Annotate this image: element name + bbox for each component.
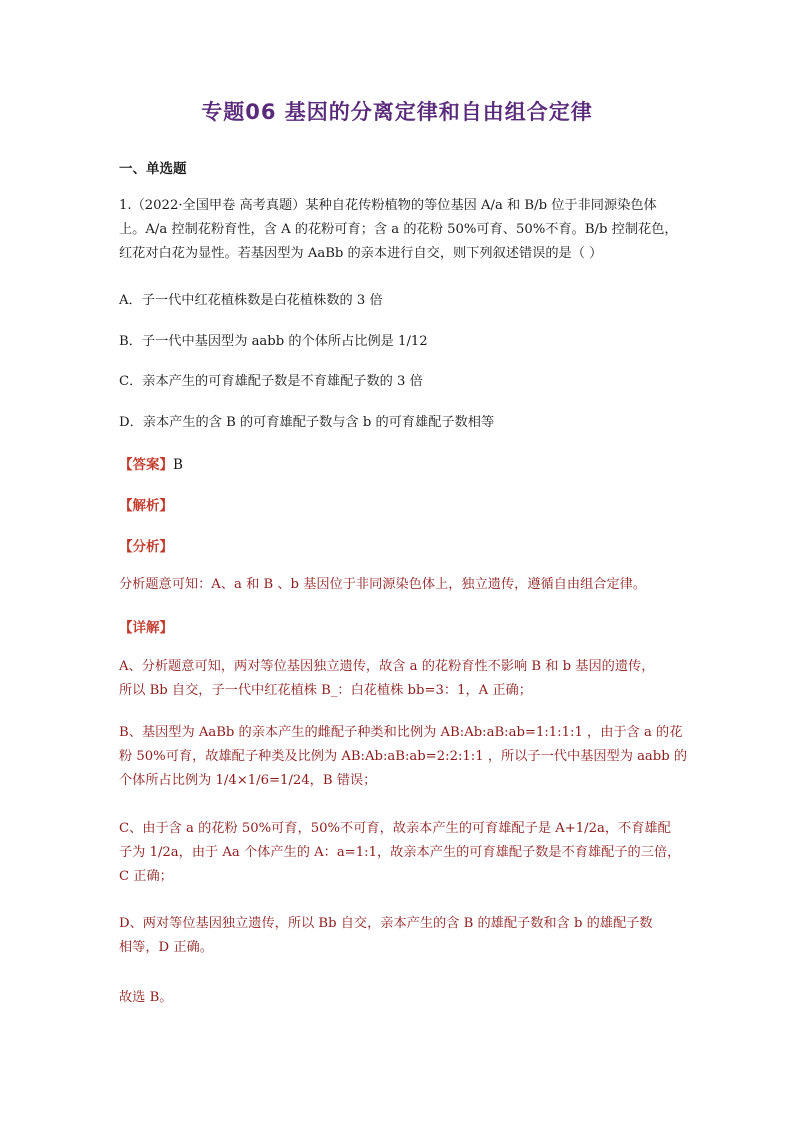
option-d: D．亲本产生的含 B 的可育雄配子数与含 b 的可育雄配子数相等 <box>119 415 495 430</box>
detail-line: C、由于含 a 的花粉 50%可育，50%不可育，故亲本产生的可育雄配子是 A+1/2a，不育雄配 <box>119 821 671 836</box>
detail-c <box>119 817 679 889</box>
answer-value: B <box>173 457 183 473</box>
option-c: C．亲本产生的可育雄配子数是不育雄配子数的 3 倍 <box>119 374 423 389</box>
detail-line: 所以 Bb 自交，子一代中红花植株 B_：白花植株 bb=3：1，A 正确； <box>119 683 532 698</box>
question-stem <box>119 194 679 266</box>
fenxi-text: 分析题意可知：A、a 和 B 、b 基因位于非同源染色体上，独立遗传，遵循自由组合定律。 <box>119 577 647 592</box>
question-line: 上。A/a 控制花粉育性，含 A 的花粉可育；含 a 的花粉 50%可育、50%不育。B/b 控制花色， <box>119 222 678 237</box>
detail-b <box>119 721 688 793</box>
question-line: 红花对白花为显性。若基因型为 AaBb 的亲本进行自交，则下列叙述错误的是（ ） <box>119 246 603 261</box>
detail-line: D、两对等位基因独立遗传，所以 Bb 自交，亲本产生的含 B 的雄配子数和含 b 的雄配子数 <box>119 916 653 931</box>
answer-row <box>119 453 183 473</box>
detail-line: 个体所占比例为 1/4×1/6=1/24，B 错误； <box>119 773 377 788</box>
detail-label: 【详解】 <box>119 620 173 636</box>
detail-line: B、基因型为 AaBb 的亲本产生的雌配子种类和比例为 AB:Ab:aB:ab=1:1:1:1 ，由于含 a 的花 <box>119 725 683 740</box>
page-title: 专题06 基因的分离定律和自由组合定律 <box>201 100 593 124</box>
option-a: A．子一代中红花植株数是白花植株数的 3 倍 <box>119 293 383 308</box>
detail-a <box>119 655 679 703</box>
detail-line: C 正确； <box>119 869 173 884</box>
fenxi-label: 【分析】 <box>119 539 173 555</box>
option-b: B．子一代中基因型为 aabb 的个体所占比例是 1/12 <box>119 334 428 349</box>
answer-label: 【答案】 <box>119 457 173 473</box>
detail-line: 相等，D 正确。 <box>119 940 213 955</box>
detail-line: 粉 50%可育，故雄配子种类及比例为 AB:Ab:aB:ab=2:2:1:1 ，所以子一代中基因型为 aabb 的 <box>119 749 688 764</box>
detail-line: 子为 1/2a，由于 Aa 个体产生的 A：a=1:1，故亲本产生的可育雄配子数是不育雄配子的三倍， <box>119 845 681 860</box>
detail-d <box>119 912 679 960</box>
detail-line: A、分析题意可知，两对等位基因独立遗传，故含 a 的花粉育性不影响 B 和 b 基因的遗传， <box>119 659 655 674</box>
question-line: 1.（2022·全国甲卷 高考真题）某种自花传粉植物的等位基因 A/a 和 B/b 位于非同源染色体 <box>119 198 657 213</box>
conclusion: 故选 B。 <box>119 990 173 1005</box>
analysis-label: 【解析】 <box>119 498 173 514</box>
section-heading: 一、单选题 <box>119 161 187 177</box>
